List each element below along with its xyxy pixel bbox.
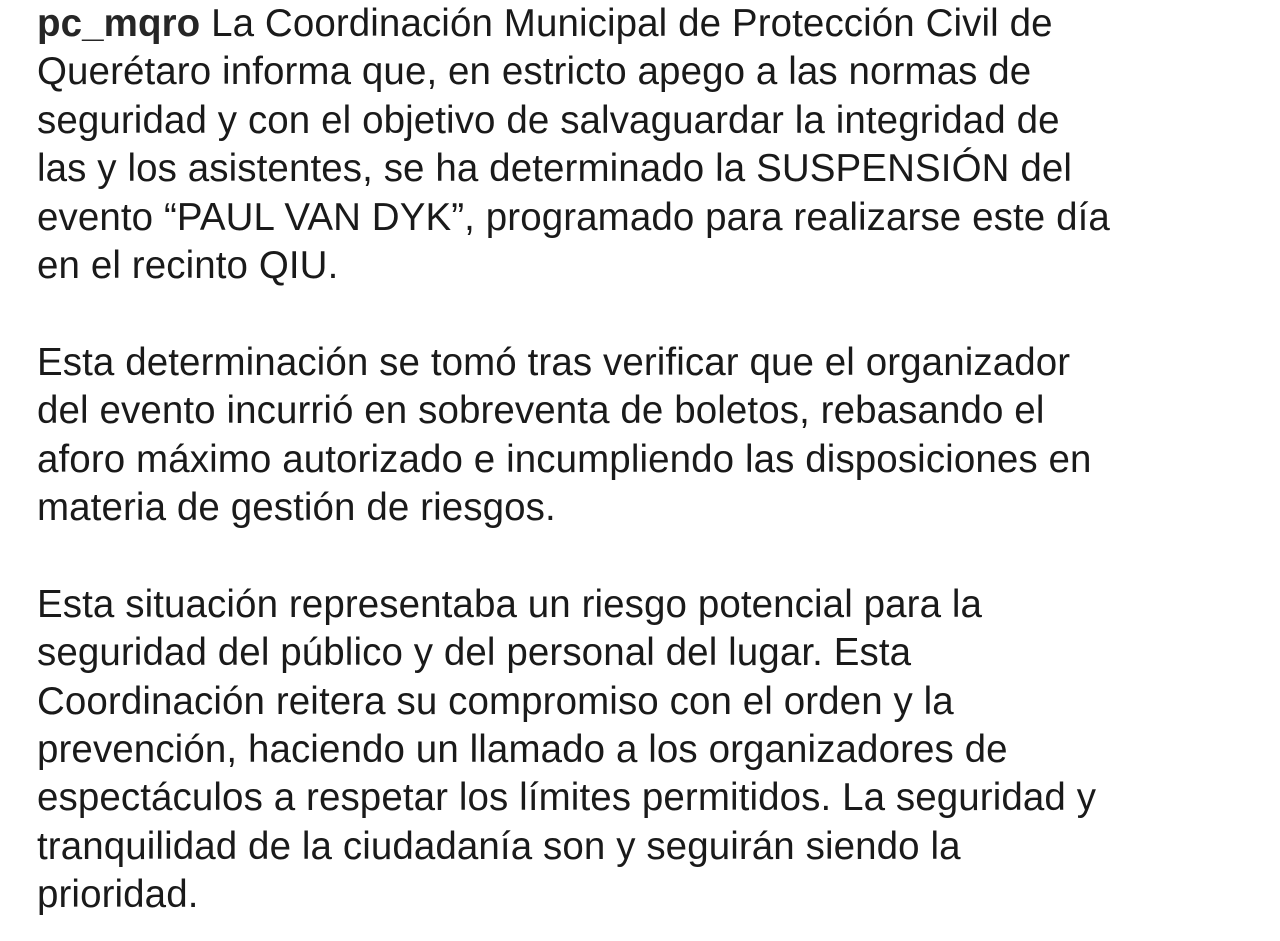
post-caption xyxy=(37,0,1262,920)
caption-line: prioridad. xyxy=(37,873,199,917)
caption-line: Esta situación representaba un riesgo potencial para la xyxy=(37,582,983,626)
caption-line: del evento incurrió en sobreventa de boletos, rebasando el xyxy=(37,389,1045,433)
caption-line xyxy=(37,0,1262,48)
caption-line: Coordinación reitera su compromiso con el orden y la xyxy=(37,679,954,723)
caption-line: evento “PAUL VAN DYK”, programado para realizarse este día xyxy=(37,195,1110,239)
caption-line: materia de gestión de riesgos. xyxy=(37,486,556,530)
caption-line: las y los asistentes, se ha determinado la SUSPENSIÓN del xyxy=(37,147,1072,191)
caption-line: Esta determinación se tomó tras verificar que el organizador xyxy=(37,340,1071,384)
caption-line: espectáculos a respetar los límites permitidos. La seguridad y xyxy=(37,776,1097,820)
caption-paragraph-2 xyxy=(37,339,1262,533)
caption-line: seguridad del público y del personal del lugar. Esta xyxy=(37,631,912,675)
caption-paragraph-3 xyxy=(37,581,1262,920)
caption-line: Querétaro informa que, en estricto apego a las normas de xyxy=(37,50,1032,94)
caption-line: prevención, haciendo un llamado a los organizadores de xyxy=(37,728,1008,772)
caption-line: seguridad y con el objetivo de salvaguardar la integridad de xyxy=(37,98,1060,142)
username-link[interactable]: pc_mqro xyxy=(37,2,201,45)
caption-line-text: La Coordinación Municipal de Protección Civil de xyxy=(211,2,1053,45)
caption-line: en el recinto QIU. xyxy=(37,244,339,288)
caption-line: aforo máximo autorizado e incumpliendo las disposiciones en xyxy=(37,437,1092,481)
caption-line: tranquilidad de la ciudadanía son y seguirán siendo la xyxy=(37,824,961,868)
caption-paragraph-1 xyxy=(37,0,1262,290)
